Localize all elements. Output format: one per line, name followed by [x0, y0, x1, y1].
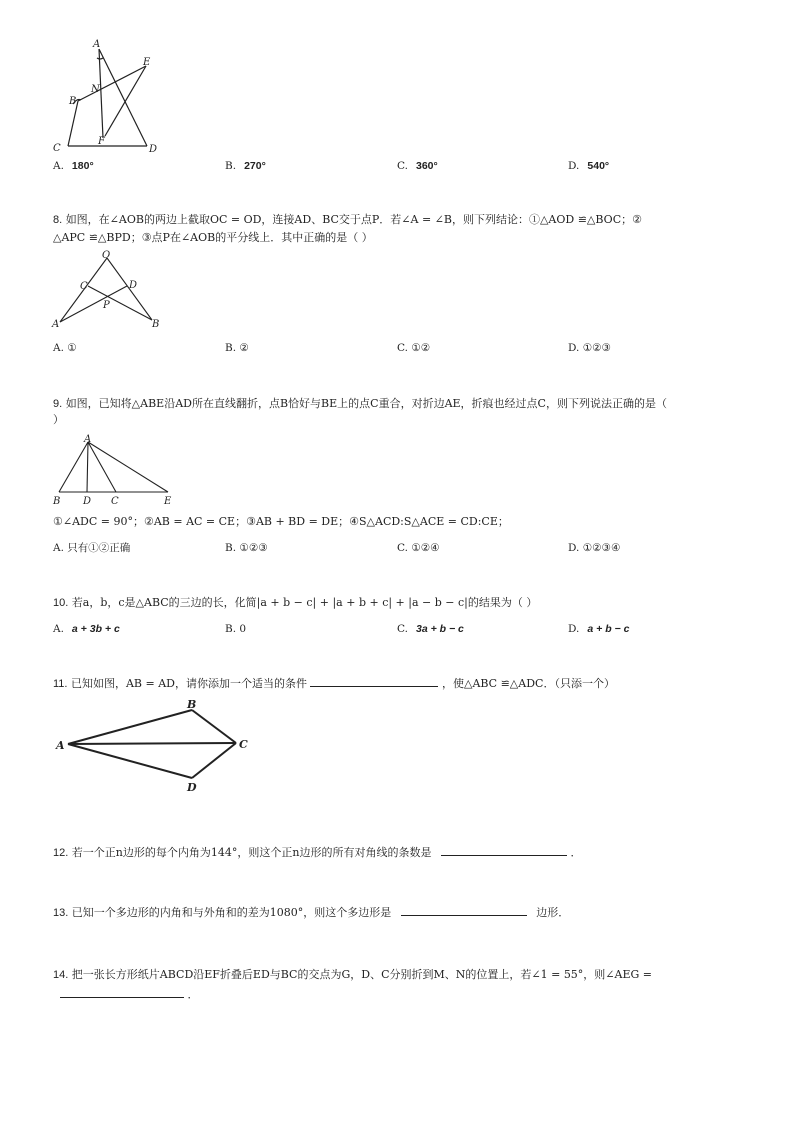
q7-label-d: D	[149, 144, 158, 155]
q8-label-o: O	[102, 250, 111, 261]
q7-option-b: B. 270°	[225, 160, 266, 172]
q11-answer-blank[interactable]	[310, 675, 438, 687]
q8-option-a: A. ①	[53, 342, 77, 354]
q9-label-d: D	[83, 496, 92, 507]
q10-option-c: C. 3a + b − c	[397, 623, 464, 635]
q11-text: 11. 已知如图，AB = AD，请你添加一个适当的条件 ，使△ABC ≌△ADC．（只添一个）	[53, 677, 615, 690]
q7-label-e: E	[143, 57, 151, 68]
q8-label-c: C	[80, 281, 88, 292]
q9-option-d: D. ①②③④	[568, 542, 621, 554]
q9-text-line1: 9. 如图，已知将△ABE沿AD所在直线翻折，点B恰好与BE上的点C重合，对折边AE，折痕也经过点C，则下列说法正确的是（	[53, 397, 667, 410]
q9-statements: ①∠ADC = 90°；②AB = AC = CE；③AB + BD = DE；④S△ACD:S△ACE = CD:CE；	[53, 515, 509, 528]
q11-label-c: C	[239, 738, 248, 751]
q8-label-a: A	[52, 319, 60, 330]
q10-option-b: B. 0	[225, 623, 247, 635]
q9-label-a: A	[84, 434, 92, 445]
q12-text: 12. 若一个正n边形的每个内角为144°，则这个正n边形的所有对角线的条数是 ．	[53, 846, 582, 859]
q11-figure	[52, 695, 252, 800]
q9-label-b: B	[53, 496, 61, 507]
q7-label-b: B	[69, 96, 77, 107]
q14-answer-blank[interactable]	[60, 986, 184, 998]
q7-option-c: C. 360°	[397, 160, 438, 172]
q14-text-line2: ．	[60, 986, 199, 1003]
q11-label-a: A	[56, 739, 65, 752]
q11-label-d: D	[187, 781, 197, 794]
q9-figure	[50, 432, 190, 512]
q7-label-a: A	[93, 39, 101, 50]
q8-label-b: B	[152, 319, 160, 330]
q8-option-b: B. ②	[225, 342, 249, 354]
q9-label-c: C	[111, 496, 119, 507]
q14-text: 14. 把一张长方形纸片ABCD沿EF折叠后ED与BC的交点为G，D、C分别折到M、N的位置上，若∠1 = 55°，则∠AEG =	[53, 968, 653, 981]
q7-figure	[50, 36, 170, 156]
q9-option-c: C. ①②④	[397, 542, 440, 554]
q9-option-b: B. ①②③	[225, 542, 268, 554]
q12-answer-blank[interactable]	[441, 844, 567, 856]
q9-option-a: A. 只有①②正确	[53, 542, 131, 554]
q9-label-e: E	[164, 496, 172, 507]
q8-label-d: D	[129, 280, 138, 291]
q13-answer-blank[interactable]	[401, 904, 527, 916]
q11-label-b: B	[187, 698, 197, 711]
q7-label-f: F	[98, 136, 105, 147]
q10-option-a: A. a + 3b + c	[53, 623, 120, 635]
q7-label-n: N	[91, 84, 100, 95]
q10-option-d: D. a + b − c	[568, 623, 630, 635]
q8-text-line2: △APC ≌△BPD；③点P在∠AOB的平分线上．其中正确的是（ ）	[53, 231, 373, 244]
q8-text-line1: 8. 如图，在∠AOB的两边上截取OC = OD，连接AD、BC交于点P．若∠A = ∠B，则下列结论：①△AOD ≌△BOC；②	[53, 213, 642, 226]
q8-option-d: D. ①②③	[568, 342, 611, 354]
q8-figure	[50, 250, 170, 330]
q8-option-c: C. ①②	[397, 342, 431, 354]
q7-option-d: D. 540°	[568, 160, 610, 172]
q7-label-c: C	[53, 143, 61, 154]
q13-text: 13. 已知一个多边形的内角和与外角和的差为1080°，则这个多边形是 边形．	[53, 906, 570, 919]
q8-label-p: P	[103, 300, 110, 311]
q7-option-a: A. 180°	[53, 160, 94, 172]
q10-text: 10. 若a，b，c是△ABC的三边的长，化简|a + b − c| + |a + b + c| + |a − b − c|的结果为（ ）	[53, 596, 538, 609]
q9-text-line2: ）	[53, 413, 64, 426]
